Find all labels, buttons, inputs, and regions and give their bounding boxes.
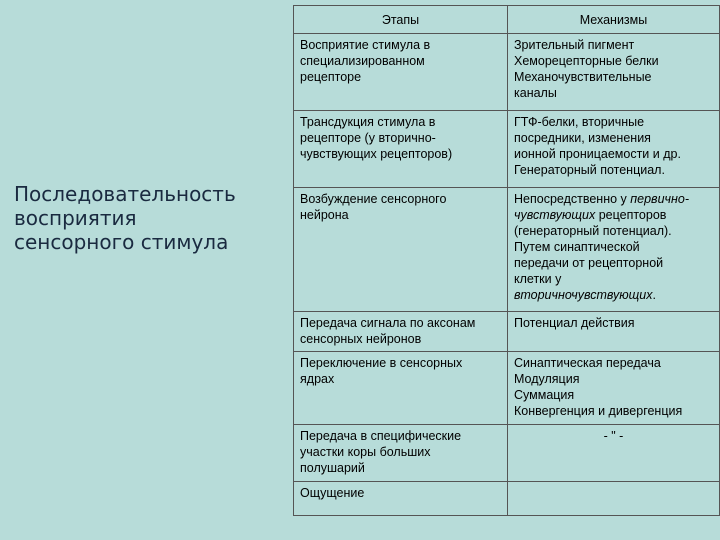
cell-line: Путем синаптической xyxy=(514,240,640,254)
table-row xyxy=(294,312,720,352)
table-header-row xyxy=(294,6,720,34)
cell-line: передачи от рецепторной xyxy=(514,256,664,270)
cell-line: Суммация xyxy=(514,388,575,402)
stages-table xyxy=(293,5,720,516)
stage-cell xyxy=(294,34,508,111)
cell-line: Восприятие стимула в xyxy=(300,38,431,52)
mechanism-cell xyxy=(508,188,720,312)
stage-cell xyxy=(294,188,508,312)
slide-title-line: сенсорного стимула xyxy=(14,230,229,254)
cell-line: Ощущение xyxy=(300,486,365,500)
mechanism-cell xyxy=(508,34,720,111)
mechanism-cell xyxy=(508,425,720,482)
cell-line xyxy=(514,191,713,207)
cell-line: каналы xyxy=(514,86,557,100)
slide-title xyxy=(14,182,286,254)
table-row xyxy=(294,188,720,312)
cell-line: специализированном xyxy=(300,54,425,68)
cell-line: - " - xyxy=(603,429,624,443)
cell-line: (генераторный потенциал). xyxy=(514,224,672,238)
table-row xyxy=(294,352,720,425)
cell-line: Механочувствительные xyxy=(514,70,652,84)
cell-line: Генераторный потенциал. xyxy=(514,163,665,177)
cell-line: Передача в специфические xyxy=(300,429,462,443)
mechanism-cell xyxy=(508,111,720,188)
header-mechanisms: Механизмы xyxy=(508,6,720,34)
table-row xyxy=(294,425,720,482)
cell-line xyxy=(514,287,713,303)
cell-line: Переключение в сенсорных xyxy=(300,356,463,370)
header-stages: Этапы xyxy=(294,6,508,34)
cell-line xyxy=(514,207,713,223)
cell-line: полушарий xyxy=(300,461,365,475)
stage-cell xyxy=(294,425,508,482)
mechanism-cell xyxy=(508,482,720,516)
stage-cell xyxy=(294,352,508,425)
stage-cell xyxy=(294,312,508,352)
cell-line: Модуляция xyxy=(514,372,580,386)
cell-line: клетки у xyxy=(514,272,562,286)
cell-line: ионной проницаемости и др. xyxy=(514,147,681,161)
cell-text-italic: чувствующих xyxy=(514,208,596,222)
table-row xyxy=(294,482,720,516)
cell-line: сенсорных нейронов xyxy=(300,332,422,346)
cell-text: . xyxy=(652,288,656,302)
mechanism-cell xyxy=(508,352,720,425)
cell-line: Хеморецепторные белки xyxy=(514,54,659,68)
mechanism-cell xyxy=(508,312,720,352)
slide-title-line: восприятия xyxy=(14,206,137,230)
cell-line: рецепторе xyxy=(300,70,362,84)
cell-line: Конвергенция и дивергенция xyxy=(514,404,683,418)
cell-line: Трансдукция стимула в xyxy=(300,115,436,129)
cell-line: Синаптическая передача xyxy=(514,356,661,370)
cell-line: Возбуждение сенсорного xyxy=(300,192,447,206)
cell-line: рецепторе (у вторично- xyxy=(300,131,436,145)
cell-line: Зрительный пигмент xyxy=(514,38,635,52)
stage-cell xyxy=(294,482,508,516)
cell-line: ГТФ-белки, вторичные xyxy=(514,115,645,129)
cell-text: рецепторов xyxy=(595,208,667,222)
cell-line: Передача сигнала по аксонам xyxy=(300,316,476,330)
stage-cell xyxy=(294,111,508,188)
table-row xyxy=(294,111,720,188)
cell-text-italic: вторичночувствующих xyxy=(514,288,653,302)
cell-line: посредники, изменения xyxy=(514,131,651,145)
cell-line: участки коры больших xyxy=(300,445,431,459)
table-row xyxy=(294,34,720,111)
cell-line: чувствующих рецепторов) xyxy=(300,147,453,161)
cell-text: Непосредственно у xyxy=(514,192,631,206)
cell-line: ядрах xyxy=(300,372,335,386)
cell-line: Потенциал действия xyxy=(514,316,635,330)
cell-text-italic: первично- xyxy=(630,192,689,206)
cell-line: нейрона xyxy=(300,208,349,222)
slide-title-line: Последовательность xyxy=(14,182,236,206)
